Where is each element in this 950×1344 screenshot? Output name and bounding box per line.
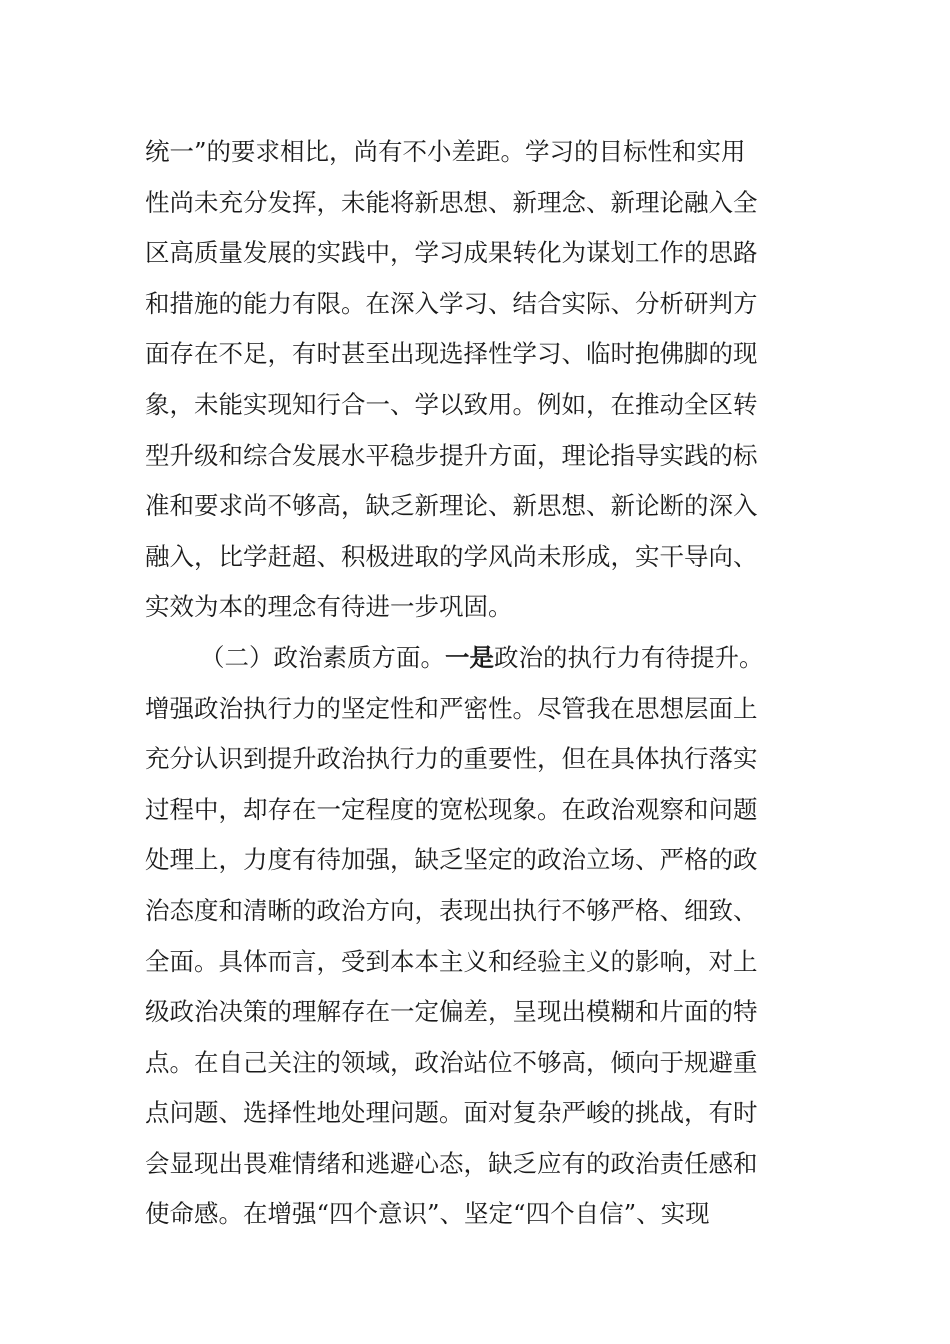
text-line: 点问题、选择性地处理问题。面对复杂严峻的挑战，有时 (145, 1098, 758, 1128)
text-line: 级政治决策的理解存在一定偏差，呈现出模糊和片面的特 (145, 997, 758, 1027)
text-line: 准和要求尚不够高，缺乏新理论、新思想、新论断的深入 (145, 491, 758, 521)
paragraph-1 (145, 127, 795, 633)
paragraph-2-first-line (145, 633, 795, 684)
text-line: 充分认识到提升政治执行力的重要性，但在具体执行落实 (145, 744, 758, 774)
text-line: 和措施的能力有限。在深入学习、结合实际、分析研判方 (145, 288, 758, 318)
body-text (145, 127, 795, 1240)
text-line: 点。在自己关注的领域，政治站位不够高，倾向于规避重 (145, 1047, 758, 1077)
paragraph-2 (145, 633, 795, 1240)
text-line: 会显现出畏难情绪和逃避心态，缺乏应有的政治责任感和 (145, 1148, 758, 1178)
text-line: 治态度和清晰的政治方向，表现出执行不够严格、细致、 (145, 895, 758, 925)
text-line: 处理上，力度有待加强，缺乏坚定的政治立场、严格的政 (145, 845, 758, 875)
text-line: 过程中，却存在一定程度的宽松现象。在政治观察和问题 (145, 794, 758, 824)
bold-marker: 一是 (445, 642, 494, 672)
text-line: 性尚未充分发挥，未能将新思想、新理念、新理论融入全 (145, 187, 758, 217)
text-line: 增强政治执行力的坚定性和严密性。尽管我在思想层面上 (145, 693, 758, 723)
first-line-rest: 政治的执行力有待提升。 (494, 642, 764, 672)
text-line: 全面。具体而言，受到本本主义和经验主义的影响，对上 (145, 946, 758, 976)
text-line: 面存在不足，有时甚至出现选择性学习、临时抱佛脚的现 (145, 339, 758, 369)
text-line: 实效为本的理念有待进一步巩固。 (145, 592, 513, 622)
text-line: 使命感。在增强“四个意识”、坚定“四个自信”、实现 (145, 1199, 710, 1229)
text-line: 象，未能实现知行合一、学以致用。例如，在推动全区转 (145, 389, 758, 419)
text-line: 区高质量发展的实践中，学习成果转化为谋划工作的思路 (145, 238, 758, 268)
section-heading: （二）政治素质方面。 (200, 642, 445, 672)
text-line: 统一”的要求相比，尚有不小差距。学习的目标性和实用 (145, 137, 746, 166)
text-line: 融入，比学赶超、积极进取的学风尚未形成，实干导向、 (145, 541, 758, 571)
text-line: 型升级和综合发展水平稳步提升方面，理论指导实践的标 (145, 440, 758, 470)
